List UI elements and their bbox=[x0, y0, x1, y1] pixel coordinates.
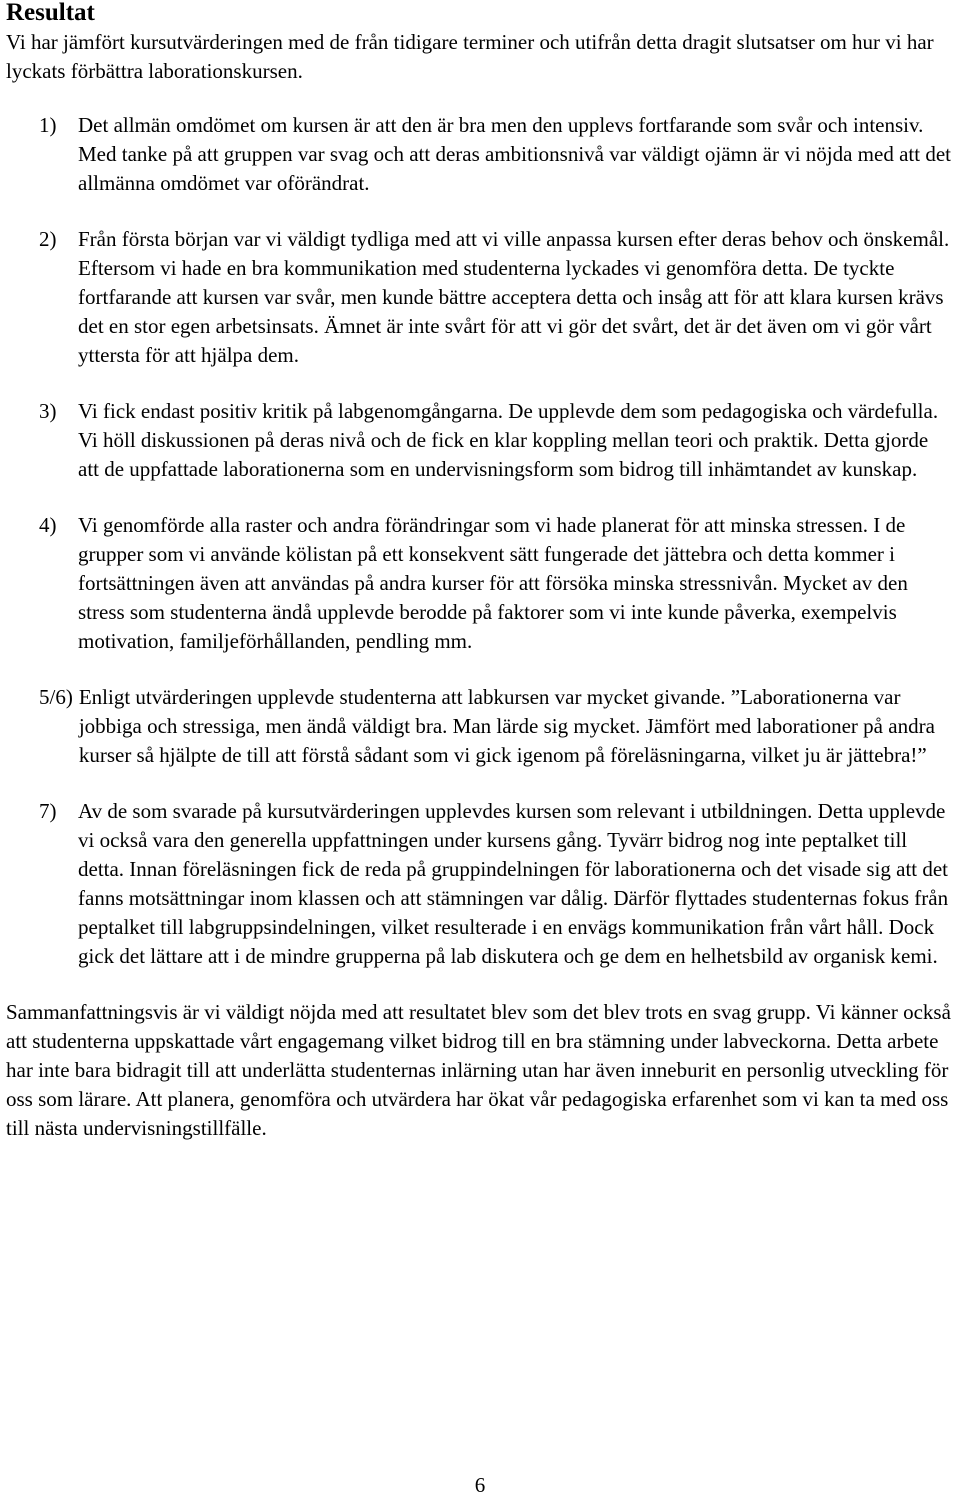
list-item-2 bbox=[6, 225, 954, 370]
list-item-number: 1) bbox=[39, 113, 57, 137]
summary-paragraph: Sammanfattningsvis är vi väldigt nöjda med att resultatet blev som det blev trots en svag grupp. Vi känner också att studenterna uppskattade vårt engagemang vilket bidrog till en bra stämning under labveckorna. Detta arbete har inte bara bidragit till att underlätta studenternas inlärning utan har även inneburit en personlig utveckling för oss som lärare. Att planera, genomföra och utvärdera har ökat vår pedagogiska erfarenhet som vi kan ta med oss till nästa undervisningstillfälle. bbox=[6, 1000, 951, 1140]
section-heading: Resultat bbox=[6, 0, 95, 26]
list-item-5-6 bbox=[6, 683, 954, 770]
intro-paragraph: Vi har jämfört kursutvärderingen med de från tidigare terminer och utifrån detta dragit slutsatser om hur vi har lyckats förbättra laborationskursen. bbox=[6, 30, 934, 83]
list-item-7 bbox=[6, 797, 954, 971]
list-item-number: 3) bbox=[39, 399, 57, 423]
list-item-number: 7) bbox=[39, 799, 57, 823]
list-item-1 bbox=[6, 111, 954, 198]
document-page bbox=[6, 0, 954, 1143]
list-item-text: Från första början var vi väldigt tydliga med att vi ville anpassa kursen efter deras behov och önskemål. Eftersom vi hade en bra kommunikation med studenterna lyckades vi genomföra detta. De tyckte fortfarande att kursen var svår, men kunde bättre acceptera detta och insåg att för att klara kursen krävs det en stor egen arbetsinsats. Ämnet är inte svårt för att vi gör det svårt, det är det även om vi gör vårt yttersta för att hjälpa dem. bbox=[78, 227, 950, 367]
list-item-number: 5/6) bbox=[39, 685, 73, 709]
list-item-text: Enligt utvärderingen upplevde studenterna att labkursen var mycket givande. ”Laborationerna var jobbiga och stressiga, men ändå väldigt bra. Man lärde sig mycket. Jämfört med laborationer på andra kurser så hjälpte de till att förstå sådant som vi gick igenom på föreläsningarna, vilket ju är jättebra!” bbox=[78, 685, 935, 767]
list-item-text: Vi genomförde alla raster och andra förändringar som vi hade planerat för att minska stressen. I de grupper som vi använde kölistan på ett konsekvent sätt fungerade det jättebra och detta kommer i fortsättningen även att användas på andra kurser för att försöka minska stressnivån. Mycket av den stress som studenterna ändå upplevde berodde på faktorer som vi inte kunde påverka, exempelvis motivation, familjeförhållanden, pendling mm. bbox=[78, 513, 908, 653]
list-item-number: 2) bbox=[39, 227, 57, 251]
list-item-text: Vi fick endast positiv kritik på labgenomgångarna. De upplevde dem som pedagogiska och värdefulla. Vi höll diskussionen på deras nivå och de fick en klar koppling mellan teori och praktik. Detta gjorde att de uppfattade laborationerna som en undervisningsform som bidrog till inhämtandet av kunskap. bbox=[78, 399, 939, 481]
list-item-number: 4) bbox=[39, 513, 57, 537]
list-item-3 bbox=[6, 397, 954, 484]
page-number: 6 bbox=[474, 1473, 486, 1497]
list-item-text: Av de som svarade på kursutvärderingen upplevdes kursen som relevant i utbildningen. Detta upplevde vi också vara den generella uppfattningen under kursens gång. Tyvärr bidrog nog inte peptalket till detta. Innan föreläsningen fick de reda på gruppindelningen för laborationerna och det visade sig att det fanns motsättningar inom klassen och att stämningen var dålig. Därför flyttades studenternas fokus från peptalket till labgruppsindelningen, vilket resulterade i en envägs kommunikation från vårt håll. Dock gick det lättare att i de mindre grupperna på lab diskutera och ge dem en helhetsbild av organisk kemi. bbox=[78, 799, 949, 968]
list-item-4 bbox=[6, 511, 954, 656]
list-item-text: Det allmän omdömet om kursen är att den är bra men den upplevs fortfarande som svår och intensiv. Med tanke på att gruppen var svag och att deras ambitionsnivå var väldigt ojämn är vi nöjda med att det allmänna omdömet var oförändrat. bbox=[78, 113, 951, 195]
